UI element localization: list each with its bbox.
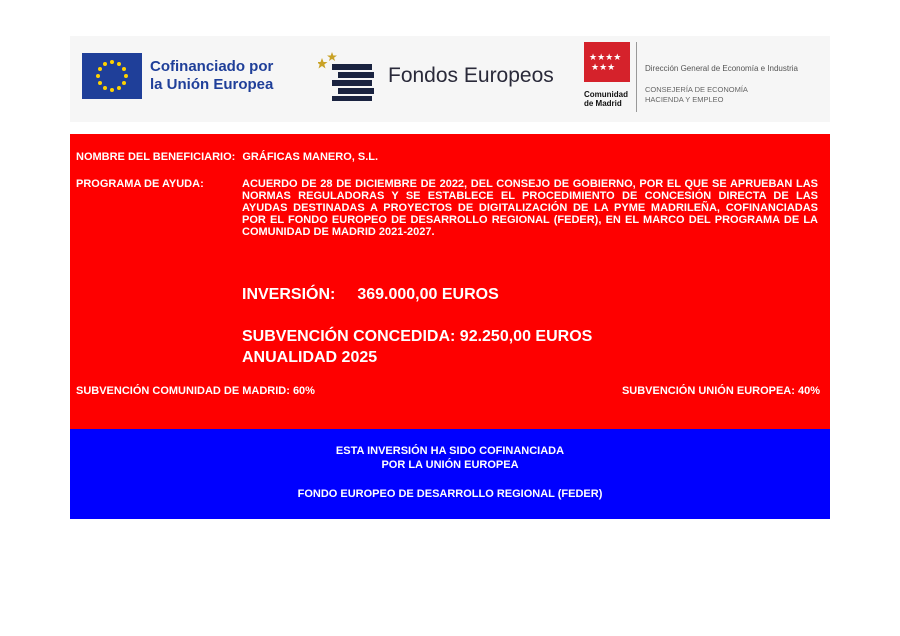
comunidad-madrid-logo <box>584 42 798 112</box>
beneficiary-label: NOMBRE DEL BENEFICIARIO: <box>76 151 236 163</box>
investment-row <box>242 286 499 304</box>
madrid-share: SUBVENCIÓN COMUNIDAD DE MADRID: 60% <box>76 385 315 397</box>
svg-text:★★★★: ★★★★ <box>589 53 622 63</box>
grant-annuity: ANUALIDAD 2025 <box>242 349 378 366</box>
svg-text:★★★: ★★★ <box>591 63 616 73</box>
investment-label: INVERSIÓN: <box>242 286 336 303</box>
madrid-flag-icon <box>584 42 630 82</box>
program-text: ACUERDO DE 28 DE DICIEMBRE DE 2022, DEL CONSEJO DE GOBIERNO, POR EL QUE SE APRUEBAN LAS NORMAS REGULADORAS Y SE ESTABLECE EL PROCEDIMIENTO DE CONCESIÓN DIRECTA DE LAS AYUDAS DESTINADAS A PROYECTOS DE DIGITALIZACIÓN DE LA PYME MADRILEÑA, COFINANCIADAS POR EL FONDO EUROPEO DE DESARROLLO REGIONAL (FEDER), EN EL MARCO DEL PROGRAMA DE LA COMUNIDAD DE MADRID 2021-2027. <box>242 178 818 238</box>
program-label: PROGRAMA DE AYUDA: <box>76 178 204 190</box>
madrid-name-line2: de Madrid <box>584 99 622 108</box>
cofinancing-panel <box>70 429 830 519</box>
grant-block <box>242 326 592 368</box>
logo-strip <box>70 36 830 122</box>
eu-share: SUBVENCIÓN UNIÓN EUROPEA: 40% <box>621 385 820 397</box>
eu-logo-line2: la Unión Europea <box>150 76 274 93</box>
consejeria-line1: CONSEJERÍA DE ECONOMÍA <box>645 85 748 94</box>
logo-divider <box>636 42 637 112</box>
direccion-general: Dirección General de Economía e Industria <box>645 64 798 73</box>
cofinancing-line1: ESTA INVERSIÓN HA SIDO COFINANCIADA <box>335 445 565 457</box>
consejeria-line2: HACIENDA Y EMPLEO <box>645 95 724 104</box>
feder-line: FONDO EUROPEO DE DESARROLLO REGIONAL (FEDER) <box>297 488 603 500</box>
fondos-europeos-text: Fondos Europeos <box>388 64 554 87</box>
investment-value: 369.000,00 EUROS <box>357 286 499 303</box>
grant-amount: SUBVENCIÓN CONCEDIDA: 92.250,00 EUROS <box>242 328 593 345</box>
cofinancing-line2: POR LA UNIÓN EUROPEA <box>381 459 519 471</box>
eu-flag-icon <box>82 53 142 99</box>
eu-logo-line1: Cofinanciado por <box>150 58 274 75</box>
fondos-europeos-icon <box>318 50 380 102</box>
grant-info-panel <box>70 134 830 429</box>
madrid-name-line1: Comunidad <box>584 90 628 99</box>
eu-cofinanced-logo <box>82 53 273 99</box>
fondos-europeos-logo <box>318 50 554 102</box>
beneficiary-value: GRÁFICAS MANERO, S.L. <box>242 151 379 163</box>
beneficiary-row <box>76 151 378 163</box>
